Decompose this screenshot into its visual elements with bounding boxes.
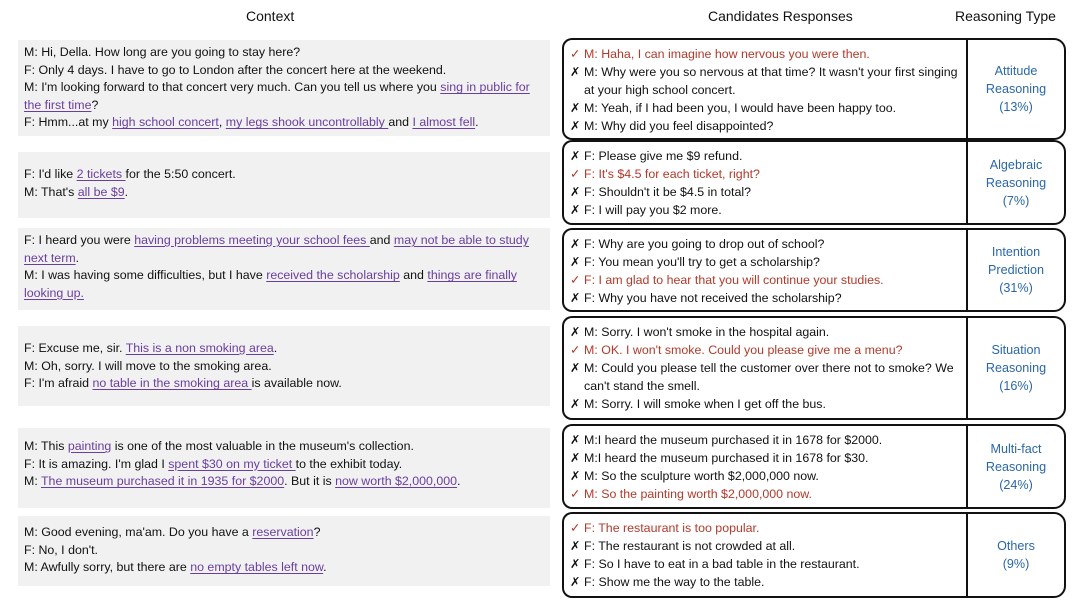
response-text: M:I heard the museum purchased it in 1678 for $2000. (584, 433, 883, 447)
context-text: M: Awfully sorry, but there are (24, 560, 191, 575)
reasoning-type-line: Others (997, 539, 1035, 553)
response-text: M: So the sculpture worth $2,000,000 now. (584, 469, 819, 483)
context-text: F: Only 4 days. I have to go to London after the concert here at the weekend. (24, 62, 447, 77)
context-line (24, 473, 544, 491)
context-box (18, 228, 550, 310)
response-text: F: You mean you'll try to get a scholarship? (584, 255, 820, 269)
check-icon: ✓ (570, 521, 581, 535)
incorrect-response (570, 289, 962, 307)
context-line (24, 438, 544, 456)
reasoning-type-line: Situation (991, 343, 1041, 357)
correct-response (570, 271, 962, 289)
cross-icon: ✗ (570, 361, 581, 375)
incorrect-response (570, 449, 962, 467)
reasoning-type-line: (31%) (999, 281, 1033, 295)
context-line (24, 559, 544, 577)
evidence-span: no table in the smoking area (92, 376, 252, 391)
reasoning-type-label (986, 62, 1046, 116)
context-box (18, 152, 550, 218)
context-text: F: No, I don't. (24, 542, 98, 557)
cross-icon: ✗ (570, 557, 581, 571)
reasoning-type-line: (16%) (999, 379, 1033, 393)
context-box (18, 428, 550, 508)
reasoning-type-line: (24%) (999, 477, 1033, 492)
context-text: is available now. (251, 376, 342, 391)
reasoning-type-line: Prediction (987, 263, 1044, 277)
evidence-span: painting (67, 439, 112, 453)
reasoning-type-box (966, 140, 1066, 225)
evidence-span: received the scholarship (266, 268, 400, 283)
cross-icon: ✗ (570, 433, 581, 447)
reasoning-type-line: (13%) (999, 100, 1033, 114)
incorrect-response (570, 555, 962, 573)
incorrect-response (570, 117, 962, 135)
evidence-span: my legs shook uncontrollably (225, 115, 389, 130)
evidence-span: having problems meeting your school fees (134, 233, 370, 247)
context-line (24, 166, 544, 184)
cross-icon: ✗ (570, 255, 581, 269)
context-text: . (475, 115, 479, 130)
response-text: F: I will pay you $2 more. (584, 203, 722, 217)
response-text: M: Sorry. I won't smoke in the hospital again. (584, 325, 830, 339)
reasoning-type-box (966, 424, 1066, 509)
context-text: M: Oh, sorry. I will move to the smoking area. (24, 358, 272, 373)
context-text: ? (91, 97, 99, 112)
context-text: M: That's (24, 184, 78, 199)
context-line (24, 44, 544, 62)
context-line (24, 114, 544, 132)
reasoning-type-box (966, 512, 1066, 598)
evidence-span: now worth $2,000,000 (335, 474, 458, 489)
context-line (24, 267, 544, 302)
check-icon: ✓ (570, 47, 581, 61)
candidate-box (562, 228, 968, 312)
reasoning-type-label (986, 156, 1046, 210)
context-box (18, 326, 550, 406)
reasoning-type-line: Reasoning (985, 175, 1047, 190)
evidence-span: 2 tickets (76, 167, 126, 181)
cross-icon: ✗ (570, 101, 581, 115)
context-text: M: I was having some difficulties, but I have (24, 268, 267, 283)
evidence-span: may not be able to study next term (24, 233, 529, 265)
context-text: ? (313, 525, 321, 539)
response-text: F: Shouldn't it be $4.5 in total? (584, 185, 751, 199)
evidence-span: The museum purchased it in 1935 for $2000 (40, 474, 285, 489)
response-text: F: The restaurant is too popular. (584, 521, 760, 535)
evidence-span: things are finally looking up. (24, 268, 517, 300)
incorrect-response (570, 537, 962, 555)
context-text: and (369, 233, 394, 247)
context-text: M: Good evening, ma'am. Do you have a (24, 525, 253, 539)
response-text: M: Why did you feel disappointed? (584, 119, 774, 133)
context-line (24, 79, 544, 114)
reasoning-type-box (966, 38, 1066, 140)
cross-icon: ✗ (570, 149, 581, 163)
cross-icon: ✗ (570, 291, 581, 305)
incorrect-response (570, 467, 962, 485)
context-line (24, 358, 544, 376)
context-text: M: (24, 474, 41, 489)
evidence-span: sing in public for the first time (24, 80, 530, 112)
response-text: M: OK. I won't smoke. Could you please give me a menu? (584, 343, 903, 357)
context-text: . (323, 560, 327, 575)
evidence-span: spent $30 on my ticket (168, 456, 296, 471)
reasoning-type-box (966, 228, 1066, 312)
evidence-span: reservation (252, 525, 314, 539)
check-icon: ✓ (570, 273, 581, 287)
reasoning-type-line: Algebraic (989, 157, 1043, 172)
cross-icon: ✗ (570, 65, 581, 79)
response-text: F: Please give me $9 refund. (584, 149, 743, 163)
context-text: F: Hmm...at my (24, 115, 113, 130)
reasoning-type-line: Reasoning (985, 82, 1047, 96)
response-text: M: Haha, I can imagine how nervous you were then. (584, 47, 870, 61)
incorrect-response (570, 147, 962, 165)
correct-response (570, 519, 962, 537)
response-text: F: It's $4.5 for each ticket, right? (584, 167, 760, 181)
incorrect-response (570, 323, 962, 341)
cross-icon: ✗ (570, 325, 581, 339)
correct-response (570, 165, 962, 183)
context-line (24, 232, 544, 267)
header-context: Context (246, 8, 295, 24)
context-text: to the exhibit today. (295, 456, 403, 471)
incorrect-response (570, 359, 962, 395)
evidence-span: This is a non smoking area (125, 341, 274, 355)
context-text: F: It is amazing. I'm glad I (24, 456, 169, 471)
check-icon: ✓ (570, 343, 581, 357)
context-text: is one of the most valuable in the museum's collection. (111, 439, 414, 453)
response-text: M: So the painting worth $2,000,000 now. (584, 487, 813, 501)
cross-icon: ✗ (570, 203, 581, 217)
header-candidates: Candidates Responses (708, 8, 853, 24)
check-icon: ✓ (570, 487, 581, 501)
cross-icon: ✗ (570, 469, 581, 483)
evidence-span: no empty tables left now (190, 560, 324, 575)
evidence-span: all be $9 (77, 184, 125, 199)
cross-icon: ✗ (570, 119, 581, 133)
cross-icon: ✗ (570, 237, 581, 251)
context-text: F: I'm afraid (24, 376, 93, 391)
context-text: F: I heard you were (24, 233, 135, 247)
candidate-box (562, 140, 968, 225)
reasoning-type-label (986, 341, 1046, 395)
context-box (18, 40, 550, 136)
header-reasoning-type: Reasoning Type (955, 8, 1056, 24)
response-text: M:I heard the museum purchased it in 1678 for $30. (584, 451, 869, 465)
context-text: M: Hi, Della. How long are you going to stay here? (24, 45, 301, 59)
reasoning-type-label (986, 440, 1046, 494)
incorrect-response (570, 201, 962, 219)
context-box (18, 516, 550, 586)
candidate-box (562, 316, 968, 420)
context-text: and (399, 268, 428, 283)
correct-response (570, 485, 962, 503)
response-text: F: So I have to eat in a bad table in the restaurant. (584, 557, 860, 571)
context-text: M: I'm looking forward to that concert very much. Can you tell us where you (24, 80, 441, 95)
reasoning-type-box (966, 316, 1066, 420)
context-line (24, 184, 544, 202)
context-text: , (218, 115, 226, 130)
response-text: M: Sorry. I will smoke when I get off the bus. (584, 397, 826, 411)
incorrect-response (570, 431, 962, 449)
incorrect-response (570, 253, 962, 271)
evidence-span: I almost fell (412, 115, 476, 130)
context-line (24, 375, 544, 393)
reasoning-type-line: Attitude (994, 64, 1038, 78)
incorrect-response (570, 183, 962, 201)
incorrect-response (570, 99, 962, 117)
reasoning-type-line: Reasoning (985, 361, 1047, 375)
cross-icon: ✗ (570, 397, 581, 411)
cross-icon: ✗ (570, 539, 581, 553)
response-text: M: Could you please tell the customer over there not to smoke? We can't stand the smell. (584, 361, 954, 393)
context-text: . (273, 341, 278, 355)
context-text: . But it is (284, 474, 336, 489)
response-text: F: I am glad to hear that you will continue your studies. (584, 273, 884, 287)
incorrect-response (570, 63, 962, 99)
response-text: F: Show me the way to the table. (584, 575, 765, 589)
reasoning-type-line: Reasoning (985, 459, 1047, 474)
response-text: F: The restaurant is not crowded at all. (584, 539, 796, 553)
response-text: M: Yeah, if I had been you, I would have been happy too. (584, 101, 897, 115)
incorrect-response (570, 235, 962, 253)
check-icon: ✓ (570, 167, 581, 181)
context-line (24, 340, 544, 358)
response-text: M: Why were you so nervous at that time? It wasn't your first singing at your high school concert. (584, 65, 958, 97)
context-text: for the 5:50 concert. (125, 167, 236, 181)
reasoning-type-line: Intention (991, 245, 1041, 259)
correct-response (570, 45, 962, 63)
reasoning-type-line: (9%) (1002, 557, 1030, 571)
response-text: F: Why are you going to drop out of school? (584, 237, 825, 251)
context-line (24, 456, 544, 474)
context-line (24, 62, 544, 80)
response-text: F: Why you have not received the scholarship? (584, 291, 842, 305)
cross-icon: ✗ (570, 185, 581, 199)
reasoning-type-line: Multi-fact (990, 441, 1042, 456)
correct-response (570, 341, 962, 359)
context-text: and (388, 115, 413, 130)
reasoning-type-label (997, 537, 1035, 573)
context-line (24, 524, 544, 542)
context-text: F: I'd like (24, 167, 77, 181)
candidate-box (562, 512, 968, 598)
context-text: M: This (24, 439, 68, 453)
evidence-span: high school concert (112, 115, 219, 130)
cross-icon: ✗ (570, 451, 581, 465)
context-text: . (457, 474, 461, 489)
context-line (24, 542, 544, 560)
incorrect-response (570, 395, 962, 413)
context-text: . (75, 250, 80, 265)
reasoning-type-line: (7%) (1002, 193, 1030, 208)
candidate-box (562, 424, 968, 509)
context-text: F: Excuse me, sir. (24, 341, 126, 355)
incorrect-response (570, 573, 962, 591)
context-text: . (124, 184, 129, 199)
cross-icon: ✗ (570, 575, 581, 589)
reasoning-type-label (988, 243, 1044, 297)
candidate-box (562, 38, 968, 140)
